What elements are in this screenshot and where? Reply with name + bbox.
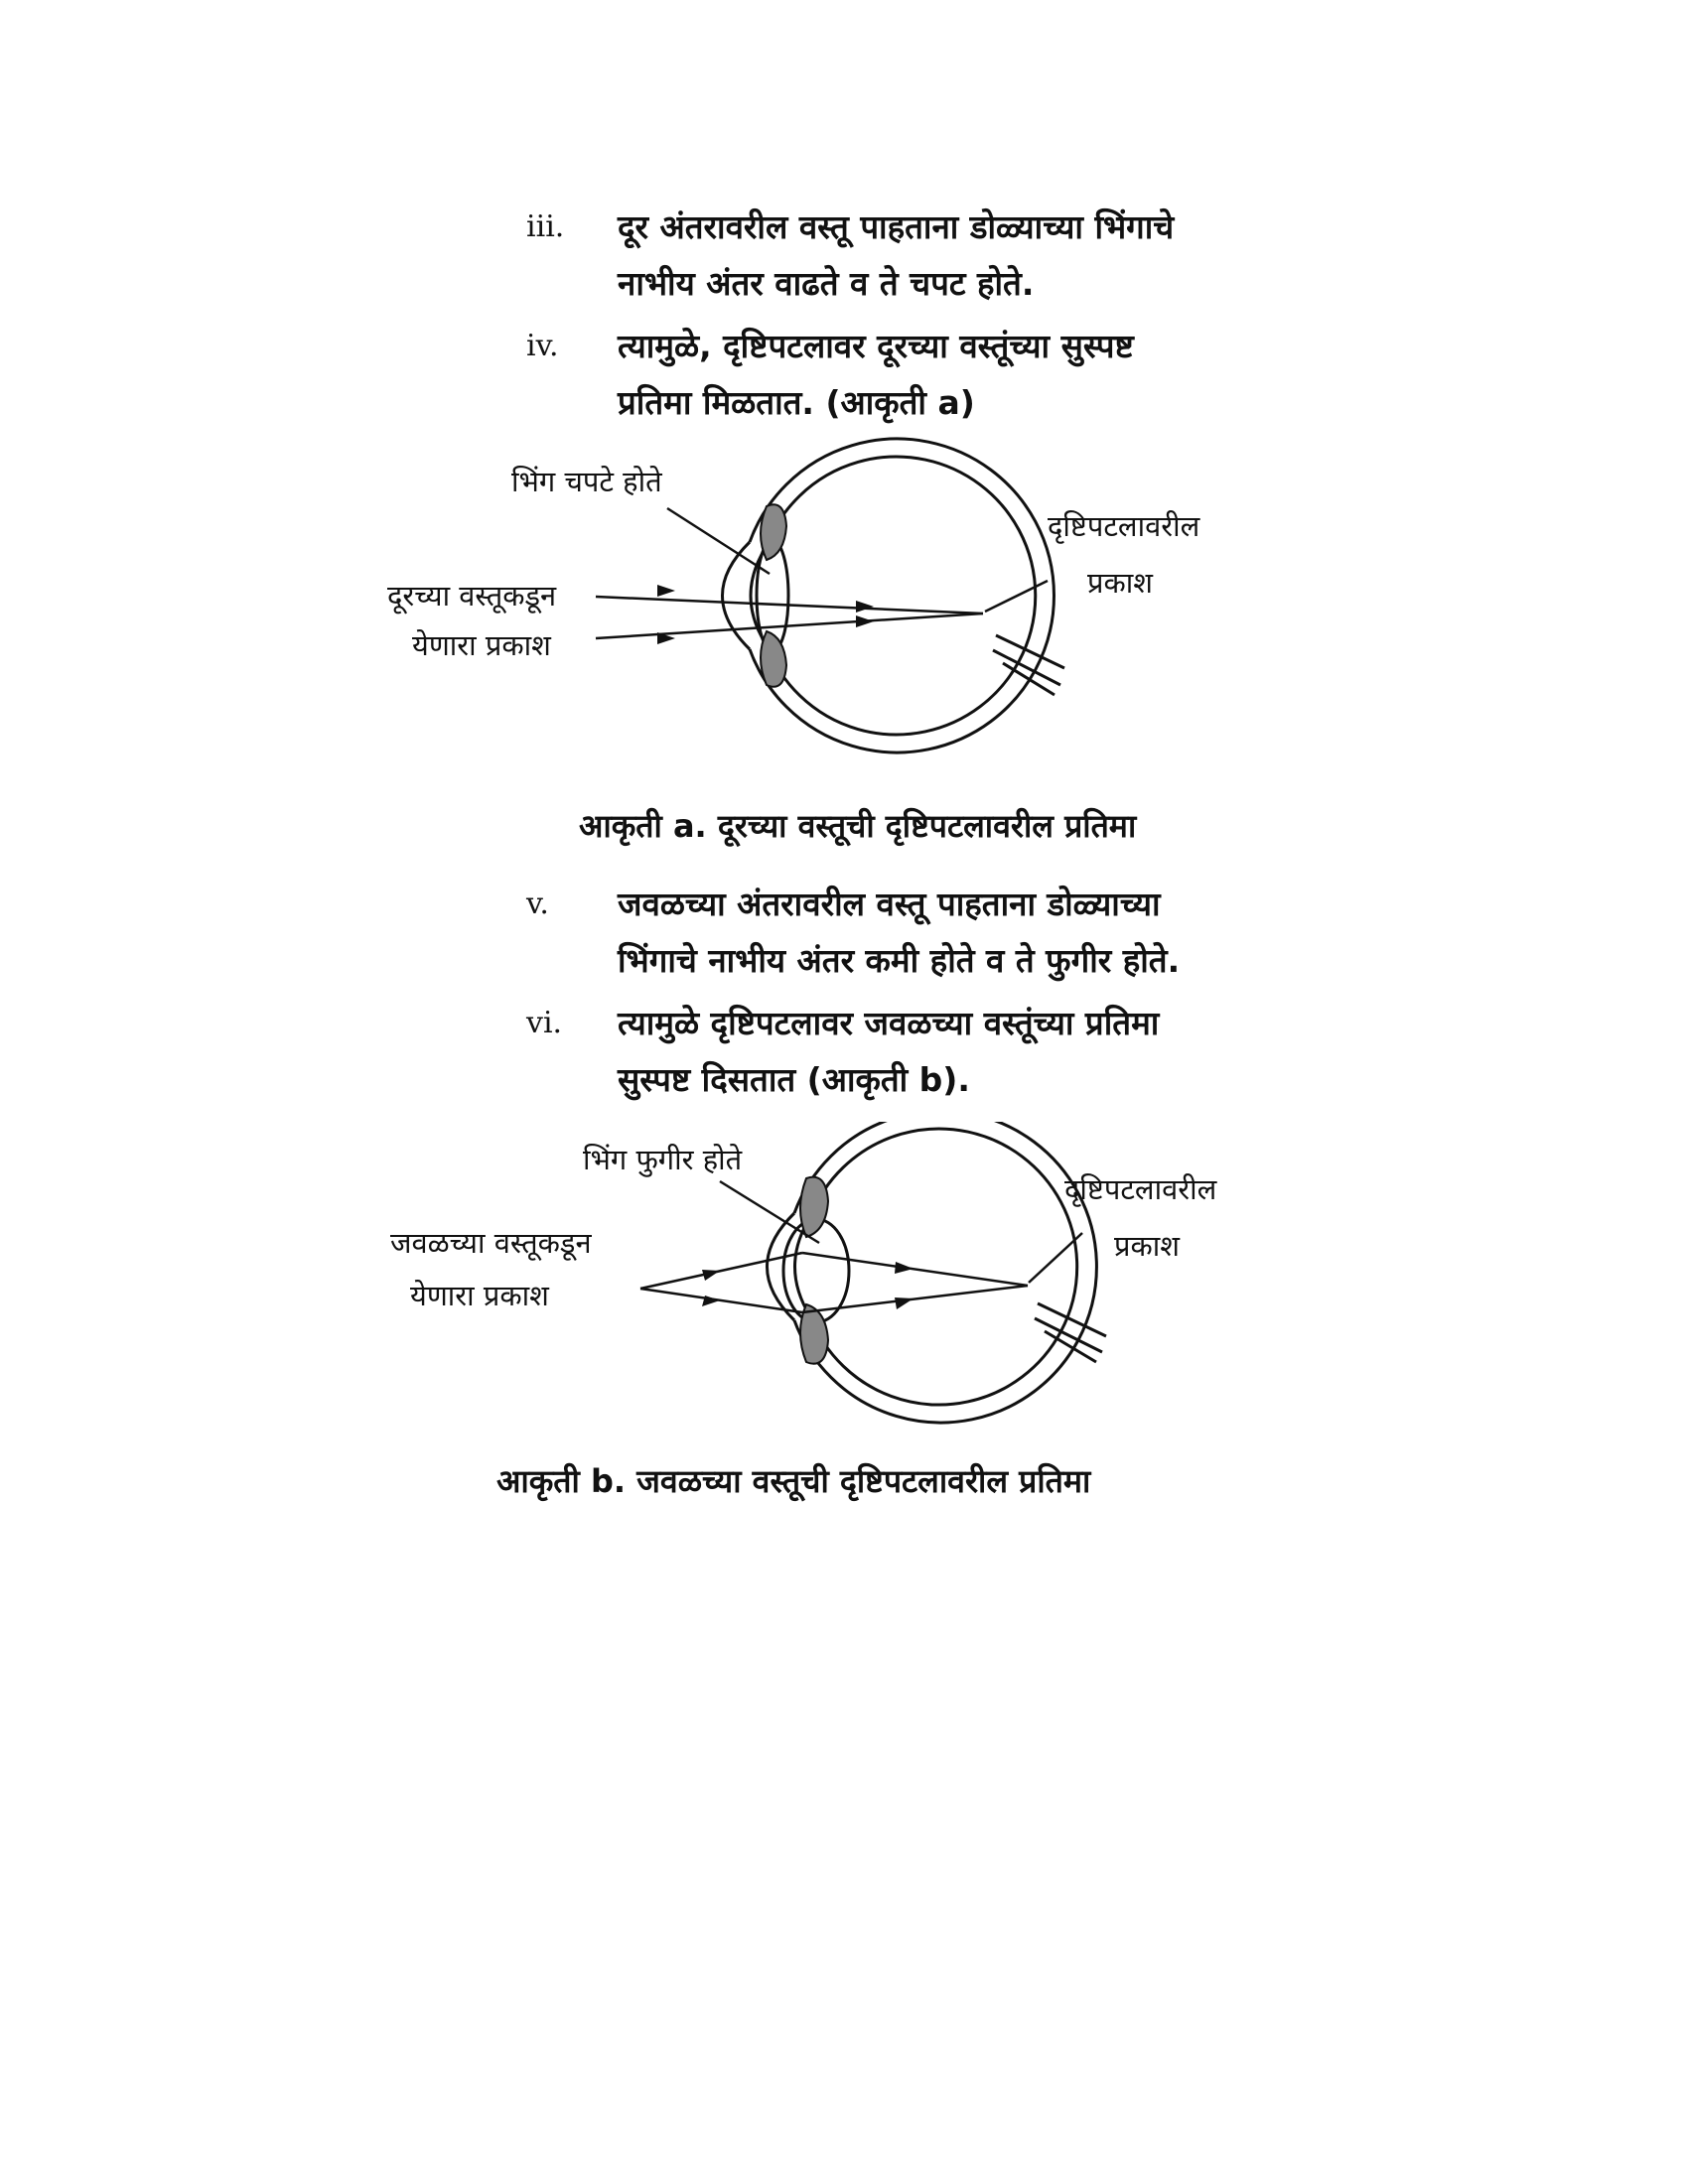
- arrow-head: [702, 1296, 720, 1306]
- item-number: iii.: [526, 209, 565, 244]
- item-text: [618, 876, 1273, 989]
- arrow-head: [856, 615, 874, 627]
- light-label-line-1: जवळच्या वस्तूकडून: [390, 1226, 592, 1260]
- list-item-iii: [511, 199, 1266, 318]
- figure-a-caption: आकृती a. दूरच्या वस्तूची दृष्टिपटलावरील प्रतिमा: [579, 807, 1137, 845]
- ray-1-out: [802, 1253, 1028, 1286]
- item-line: जवळच्या अंतरावरील वस्तू पाहताना डोळ्याच्या: [618, 885, 1161, 923]
- item-number: iv.: [526, 329, 559, 363]
- arrow-head: [657, 585, 675, 597]
- arrow-head: [895, 1297, 914, 1309]
- light-label-line-1: दूरच्या वस्तूकडून: [387, 579, 557, 613]
- eyeball-outer: [750, 439, 1054, 752]
- item-number: vi.: [526, 1006, 563, 1040]
- arrow-head: [702, 1270, 720, 1281]
- ray-1-in: [640, 1253, 802, 1289]
- lens-label: भिंग चपटे होते: [511, 465, 662, 498]
- item-line: दूर अंतरावरील वस्तू पाहताना डोळ्याच्या भिंगाचे: [618, 207, 1175, 246]
- item-text: [618, 995, 1273, 1108]
- arrow-head: [895, 1262, 914, 1274]
- light-label-line-2: येणारा प्रकाश: [410, 1279, 549, 1312]
- ciliary-muscle-top: [800, 1177, 828, 1237]
- item-text: [618, 318, 1273, 431]
- retina-label-line-1: दृष्टिपटलावरील: [1048, 509, 1200, 543]
- retina-label-line-2: प्रकाश: [1114, 1229, 1181, 1263]
- list-item-vi: [511, 995, 1266, 1114]
- list-item-v: [511, 876, 1266, 995]
- item-line: त्यामुळे दृष्टिपटलावर जवळच्या वस्तूंच्या प्रतिमा: [618, 1004, 1160, 1042]
- item-text: [618, 199, 1273, 312]
- retina-pointer: [1029, 1233, 1082, 1283]
- item-line: नाभीय अंतर वाढते व ते चपट होते.: [618, 264, 1035, 303]
- arrow-head: [856, 601, 874, 613]
- item-number: v.: [526, 887, 549, 921]
- ray-2: [596, 614, 983, 638]
- item-line: भिंगाचे नाभीय अंतर कमी होते व ते फुगीर होते.: [618, 941, 1181, 980]
- list-item-iv: [511, 318, 1266, 437]
- lens-pointer: [667, 508, 770, 574]
- lens-label: भिंग फुगीर होते: [583, 1143, 743, 1176]
- eyeball-inner: [767, 457, 1036, 735]
- light-label-line-2: येणारा प्रकाश: [412, 628, 551, 662]
- retina-pointer: [985, 581, 1048, 612]
- retina-label-line-1: दृष्टिपटलावरील: [1064, 1172, 1217, 1206]
- figure-b-caption: आकृती b. जवळच्या वस्तूची दृष्टिपटलावरील प्रतिमा: [496, 1462, 1091, 1500]
- item-line: प्रतिमा मिळतात. (आकृती a): [618, 383, 975, 422]
- retina-label-line-2: प्रकाश: [1087, 566, 1154, 600]
- item-line: त्यामुळे, दृष्टिपटलावर दूरच्या वस्तूंच्या सुस्पष्ट: [618, 327, 1134, 365]
- eye-diagram-near: [0, 1122, 1688, 1459]
- eyeball-outer: [794, 1122, 1096, 1423]
- item-line: सुस्पष्ट दिसतात (आकृती b).: [618, 1060, 970, 1099]
- ray-2-out: [802, 1286, 1028, 1312]
- eye-diagram-far: [0, 437, 1688, 794]
